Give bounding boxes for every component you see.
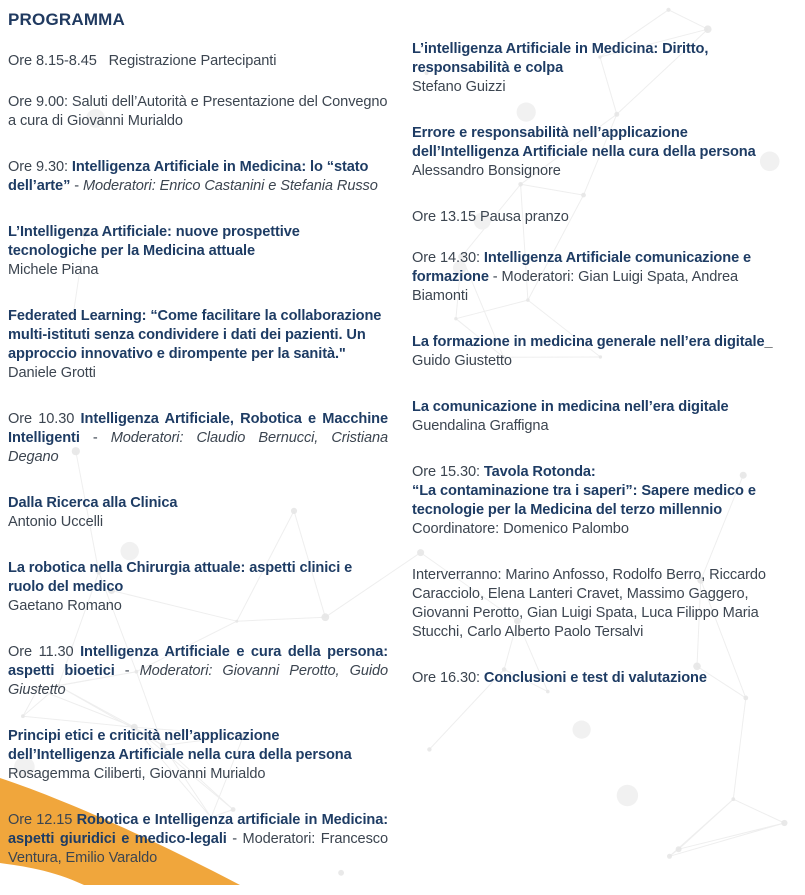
session-title: Robotica e Intelligenza artificiale in Medicina: aspetti giuridici e medico-legali <box>8 812 388 847</box>
speaker-name: Gaetano Romano <box>8 597 388 616</box>
talk-title-line <box>412 333 795 352</box>
item-pausa-pranzo <box>412 208 795 227</box>
speaker-name: Alessandro Bonsignore <box>412 162 795 181</box>
time-label: Ore 15.30: <box>412 464 484 480</box>
speaker-name: Antonio Uccelli <box>8 513 388 532</box>
talk-ai-prospettive <box>8 223 388 280</box>
talk-ricerca-clinica <box>8 494 388 532</box>
session-title: Intelligenza Artificiale, Robotica e Macchine Intelligenti <box>8 411 388 446</box>
item-registration <box>8 52 388 71</box>
speaker-name: Guido Giustetto <box>412 352 795 371</box>
talk-title: La comunicazione in medicina nell’era digitale <box>412 398 795 417</box>
session-1130 <box>8 643 388 700</box>
speaker-name: Rosagemma Ciliberti, Giovanni Murialdo <box>8 765 388 784</box>
session-title: Intelligenza Artificiale e cura della persona: aspetti bioetici <box>8 644 388 679</box>
time-label: Ore 11.30 <box>8 644 80 660</box>
talk-comunicazione-digitale <box>412 398 795 436</box>
session-1530-tavola-rotonda <box>412 463 795 539</box>
separator: - <box>80 430 111 446</box>
session-1215 <box>8 811 388 868</box>
time-label: Ore 10.30 <box>8 411 81 427</box>
stray-underscore-mark: _ <box>764 334 772 350</box>
session-1030 <box>8 410 388 467</box>
talk-federated-learning <box>8 307 388 383</box>
session-title: Tavola Rotonda: <box>484 464 596 480</box>
speaker-name: Michele Piana <box>8 261 388 280</box>
moderators-label: Moderatori: Francesco Ventura, Emilio Varaldo <box>8 831 388 866</box>
talk-principi-etici <box>8 727 388 784</box>
speaker-name: Guendalina Graffigna <box>412 417 795 436</box>
right-column <box>412 10 795 895</box>
speaker-name: Stefano Guizzi <box>412 78 795 97</box>
session-title: Conclusioni e test di valutazione <box>484 670 707 686</box>
time-label: Ore 14.30: <box>412 250 484 266</box>
moderators-label: Moderatori: Enrico Castanini e Stefania Russo <box>83 178 378 194</box>
moderators-label: Moderatori: Gian Luigi Spata, Andrea Biamonti <box>412 269 738 304</box>
schedule-text: Ore 8.15-8.45 Registrazione Partecipanti <box>8 53 276 69</box>
session-1430 <box>412 249 795 306</box>
talk-title: La formazione in medicina generale nell’era digitale <box>412 334 764 350</box>
session-title: Intelligenza Artificiale comunicazione e formazione <box>412 250 751 285</box>
separator: - <box>115 663 140 679</box>
talk-formazione-digitale <box>412 333 795 371</box>
session-title-continued: “La contaminazione tra i saperi”: Sapere medico e tecnologie per la Medicina del terzo millennio <box>412 482 795 520</box>
item-opening <box>8 93 388 131</box>
session-1630-conclusioni <box>412 669 795 688</box>
time-label: Ore 16.30: <box>412 670 484 686</box>
time-label: Ore 12.15 <box>8 812 77 828</box>
participants-text: Interverranno: Marino Anfosso, Rodolfo Berro, Riccardo Caracciolo, Elena Lanteri Cravet, Massimo Gaggero, Giovanni Perotto, Gian Luigi Spata, Luca Filippo Maria Stucchi, Carlo Alberto Paolo Tersalvi <box>412 567 766 640</box>
coordinator-label: Coordinatore: Domenico Palombo <box>412 520 795 539</box>
speaker-name: Daniele Grotti <box>8 364 388 383</box>
talk-title: Dalla Ricerca alla Clinica <box>8 494 388 513</box>
talk-title: Federated Learning: “Come facilitare la collaborazione multi-istituti senza condividere i dati dei pazienti. Un approccio innovativo e dirompente per la sanità." <box>8 307 388 364</box>
talk-title: La robotica nella Chirurgia attuale: aspetti clinici e ruolo del medico <box>8 559 388 597</box>
schedule-text: Ore 13.15 Pausa pranzo <box>412 209 569 225</box>
item-interverranno <box>412 566 795 642</box>
session-title: Intelligenza Artificiale in Medicina: lo “stato dell’arte” <box>8 159 368 194</box>
session-0930 <box>8 158 388 196</box>
talk-title: Principi etici e criticità nell’applicazione dell’Intelligenza Artificiale nella cura della persona <box>8 727 388 765</box>
talk-title: L’intelligenza Artificiale in Medicina: Diritto, responsabilità e colpa <box>412 40 795 78</box>
talk-title: Errore e responsabilità nell’applicazione dell’Intelligenza Artificiale nella cura della persona <box>412 124 795 162</box>
talk-errore-responsabilita <box>412 124 795 181</box>
page-title: PROGRAMMA <box>8 10 388 29</box>
talk-diritto-colpa <box>412 40 795 97</box>
time-label: Ore 9.30: <box>8 159 72 175</box>
moderators-label: Moderatori: Giovanni Perotto, Guido Giustetto <box>8 663 388 698</box>
moderators-label: Moderatori: Claudio Bernucci, Cristiana Degano <box>8 430 388 465</box>
separator: - <box>489 269 502 285</box>
left-column <box>8 10 388 895</box>
separator: - <box>227 831 243 847</box>
talk-robotica-chirurgia <box>8 559 388 616</box>
separator: - <box>70 178 83 194</box>
schedule-text: Ore 9.00: Saluti dell’Autorità e Presentazione del Convegno a cura di Giovanni Murialdo <box>8 94 387 129</box>
talk-title: L’Intelligenza Artificiale: nuove prospettive tecnologiche per la Medicina attuale <box>8 223 388 261</box>
